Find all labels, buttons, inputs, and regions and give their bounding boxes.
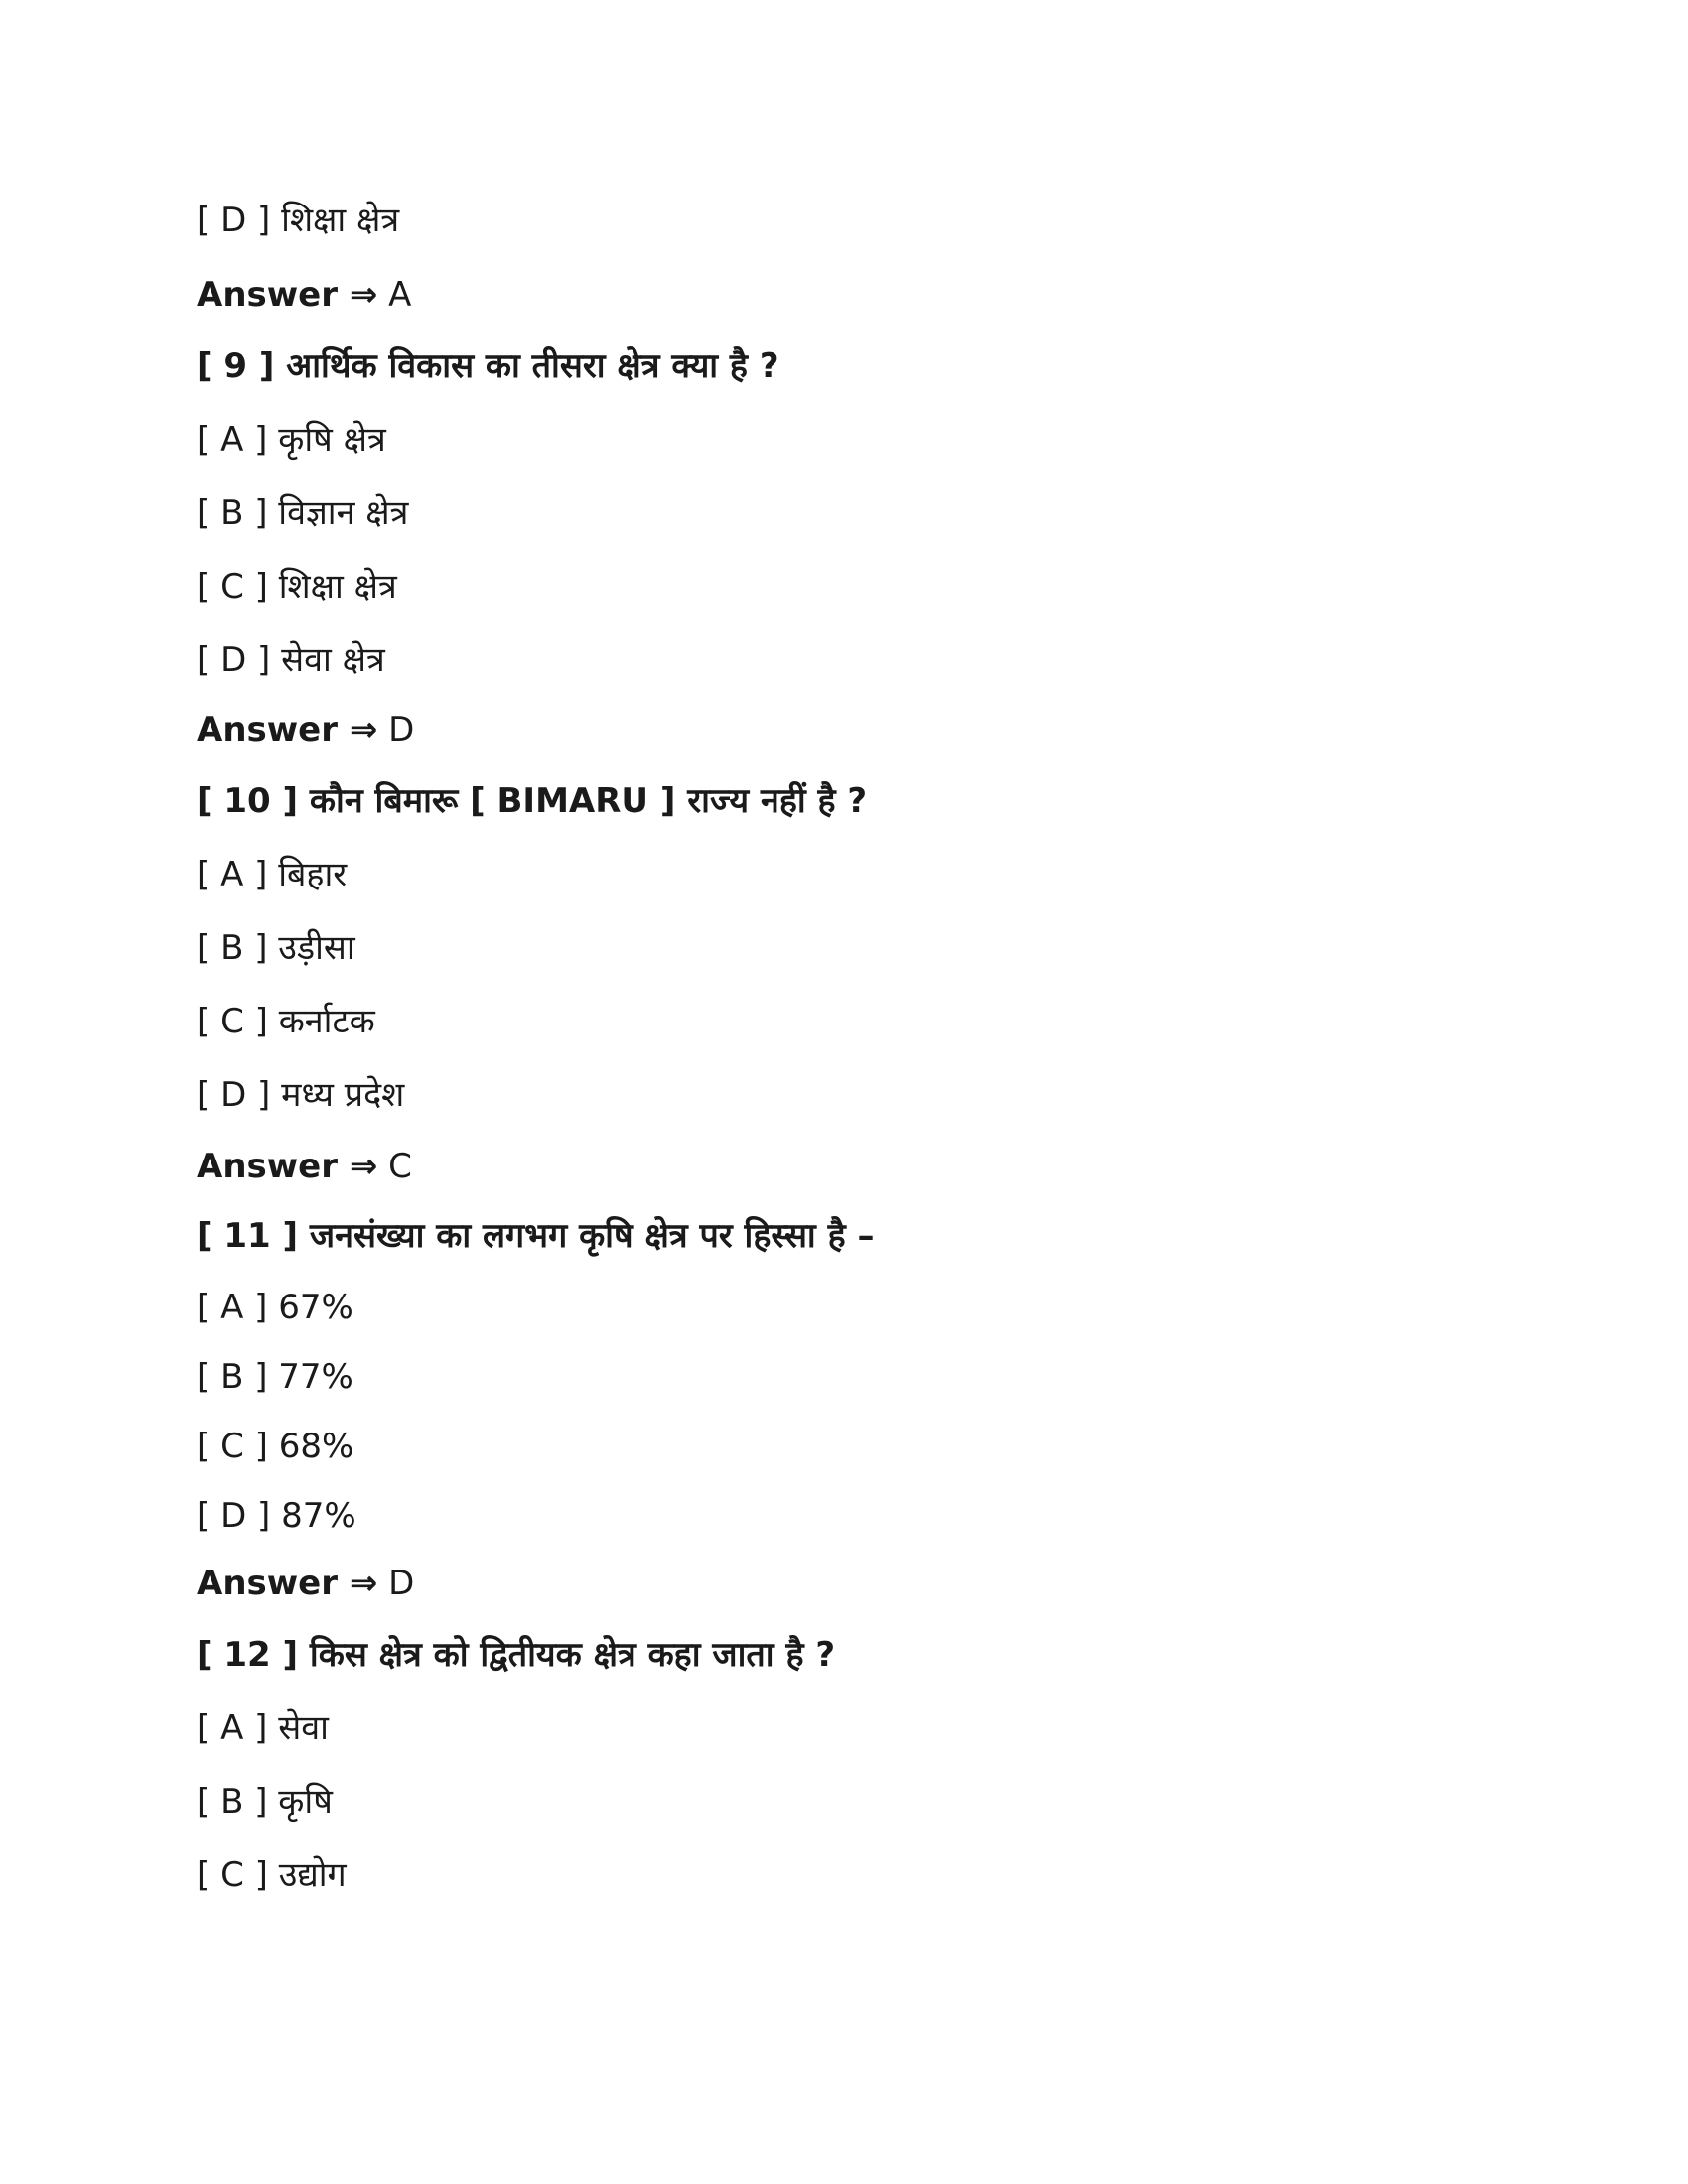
answer-value: A [388, 275, 412, 315]
option-b: [ B ] 77% [197, 1357, 353, 1397]
option-a: [ A ] सेवा [197, 1708, 329, 1748]
question-11: [ 11 ] जनसंख्या का लगभग कृषि क्षेत्र पर हिस्सा है – [197, 1216, 875, 1256]
answer-line [197, 275, 412, 315]
option-d: [ D ] शिक्षा क्षेत्र [197, 201, 400, 240]
answer-line [197, 1147, 412, 1186]
option-a: [ A ] कृषि क्षेत्र [197, 420, 386, 460]
answer-line [197, 1564, 415, 1603]
answer-label: Answer ⇒ [197, 275, 378, 315]
option-c: [ C ] उद्योग [197, 1855, 347, 1895]
option-a: [ A ] 67% [197, 1288, 353, 1327]
answer-label: Answer ⇒ [197, 710, 378, 750]
question-9: [ 9 ] आर्थिक विकास का तीसरा क्षेत्र क्या है ? [197, 346, 779, 386]
answer-label: Answer ⇒ [197, 1564, 378, 1603]
question-10: [ 10 ] कौन बिमारू [ BIMARU ] राज्य नहीं है ? [197, 781, 868, 821]
option-b: [ B ] उड़ीसा [197, 928, 355, 968]
answer-label: Answer ⇒ [197, 1147, 378, 1186]
option-a: [ A ] बिहार [197, 855, 348, 894]
option-d: [ D ] 87% [197, 1496, 356, 1536]
option-d: [ D ] सेवा क्षेत्र [197, 640, 385, 680]
option-b: [ B ] विज्ञान क्षेत्र [197, 493, 409, 533]
answer-value: D [388, 1564, 415, 1603]
option-d: [ D ] मध्य प्रदेश [197, 1075, 405, 1115]
option-b: [ B ] कृषि [197, 1782, 333, 1822]
answer-value: D [388, 710, 415, 750]
answer-value: C [388, 1147, 412, 1186]
option-c: [ C ] कर्नाटक [197, 1002, 375, 1041]
question-12: [ 12 ] किस क्षेत्र को द्वितीयक क्षेत्र कहा जाता है ? [197, 1635, 836, 1675]
option-c: [ C ] 68% [197, 1427, 354, 1466]
answer-line [197, 710, 415, 750]
option-c: [ C ] शिक्षा क्षेत्र [197, 567, 397, 607]
